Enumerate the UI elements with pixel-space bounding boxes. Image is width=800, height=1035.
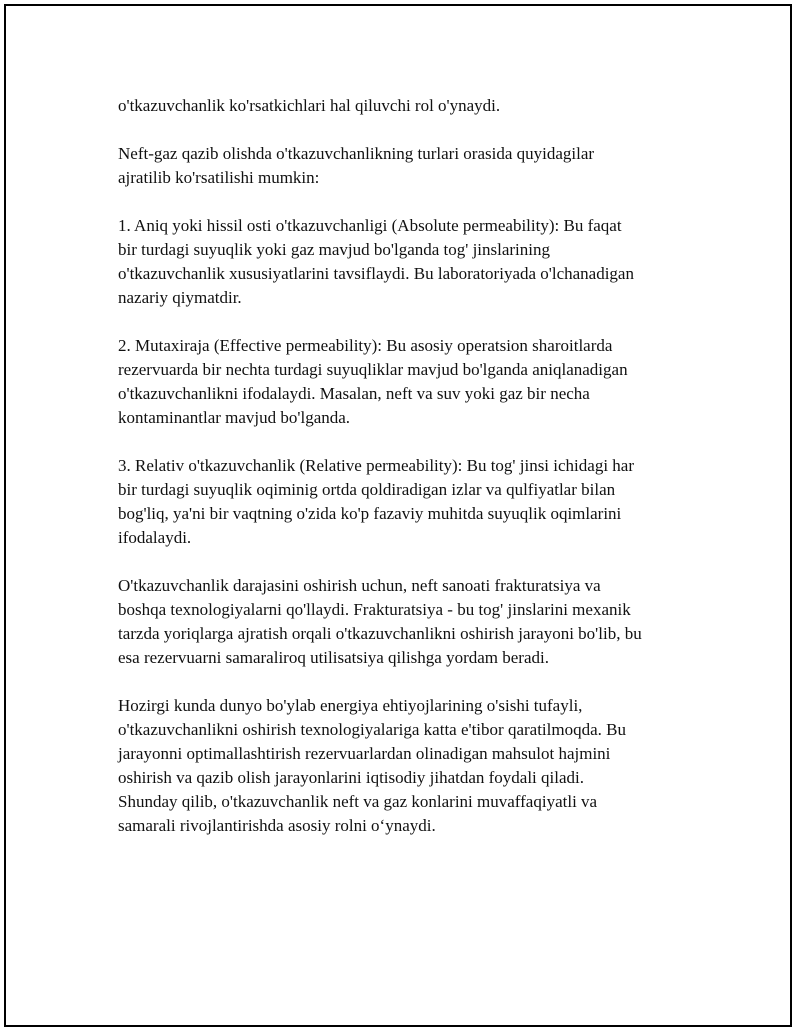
text-line: ajratilib ko'rsatilishi mumkin:: [118, 168, 320, 187]
text-line: o'tkazuvchanlikni ifodalaydi. Masalan, neft va suv yoki gaz bir necha: [118, 384, 590, 403]
text-line: kontaminantlar mavjud bo'lganda.: [118, 408, 351, 427]
text-line: boshqa texnologiyalarni qo'llaydi. Frakturatsiya - bu tog' jinslarini mexanik: [118, 600, 631, 619]
text-line: bog'liq, ya'ni bir vaqtning o'zida ko'p fazaviy muhitda suyuqlik oqimlarini: [118, 504, 622, 523]
text-line: jarayonni optimallashtirish rezervuarlardan olinadigan mahsulot hajmini: [118, 744, 611, 763]
text-line: o'tkazuvchanlik xususiyatlarini tavsiflaydi. Bu laboratoriyada o'lchanadigan: [118, 264, 634, 283]
text-line: O'tkazuvchanlik darajasini oshirish uchun, neft sanoati frakturatsiya va: [118, 576, 601, 595]
text-line: oshirish va qazib olish jarayonlarini iqtisodiy jihatdan foydali qiladi.: [118, 768, 584, 787]
paragraph-4: [118, 334, 698, 430]
text-line: esa rezervuarni samaraliroq utilisatsiya qilishga yordam beradi.: [118, 648, 549, 667]
text-line: bir turdagi suyuqlik oqiminig ortda qoldiradigan izlar va qulfiyatlar bilan: [118, 480, 616, 499]
text-line: rezervuarda bir nechta turdagi suyuqliklar mavjud bo'lganda aniqlanadigan: [118, 360, 628, 379]
text-line: Shunday qilib, o'tkazuvchanlik neft va gaz konlarini muvaffaqiyatli va: [118, 792, 598, 811]
text-line: Neft-gaz qazib olishda o'tkazuvchanlikning turlari orasida quyidagilar: [118, 144, 595, 163]
text-line: 2. Mutaxiraja (Effective permeability): Bu asosiy operatsion sharoitlarda: [118, 336, 613, 355]
paragraph-5: [118, 454, 698, 550]
text-line: tarzda yoriqlarga ajratish orqali o'tkazuvchanlikni oshirish jarayoni bo'lib, bu: [118, 624, 642, 643]
text-line: 3. Relativ o'tkazuvchanlik (Relative permeability): Bu tog' jinsi ichidagi har: [118, 456, 634, 475]
document-body: [118, 94, 698, 862]
text-line: bir turdagi suyuqlik yoki gaz mavjud bo'lganda tog' jinslarining: [118, 240, 551, 259]
text-line: o'tkazuvchanlik ko'rsatkichlari hal qiluvchi rol o'ynaydi.: [118, 96, 501, 115]
paragraph-6: [118, 574, 698, 670]
text-line: 1. Aniq yoki hissil osti o'tkazuvchanligi (Absolute permeability): Bu faqat: [118, 216, 622, 235]
text-line: Hozirgi kunda dunyo bo'ylab energiya ehtiyojlarining o'sishi tufayli,: [118, 696, 583, 715]
text-line: samarali rivojlantirishda asosiy rolni o‘ynaydi.: [118, 816, 436, 835]
paragraph-1: [118, 94, 698, 118]
text-line: ifodalaydi.: [118, 528, 192, 547]
paragraph-7: [118, 694, 698, 838]
text-line: nazariy qiymatdir.: [118, 288, 242, 307]
text-line: o'tkazuvchanlikni oshirish texnologiyalariga katta e'tibor qaratilmoqda. Bu: [118, 720, 626, 739]
paragraph-3: [118, 214, 698, 310]
paragraph-2: [118, 142, 698, 190]
